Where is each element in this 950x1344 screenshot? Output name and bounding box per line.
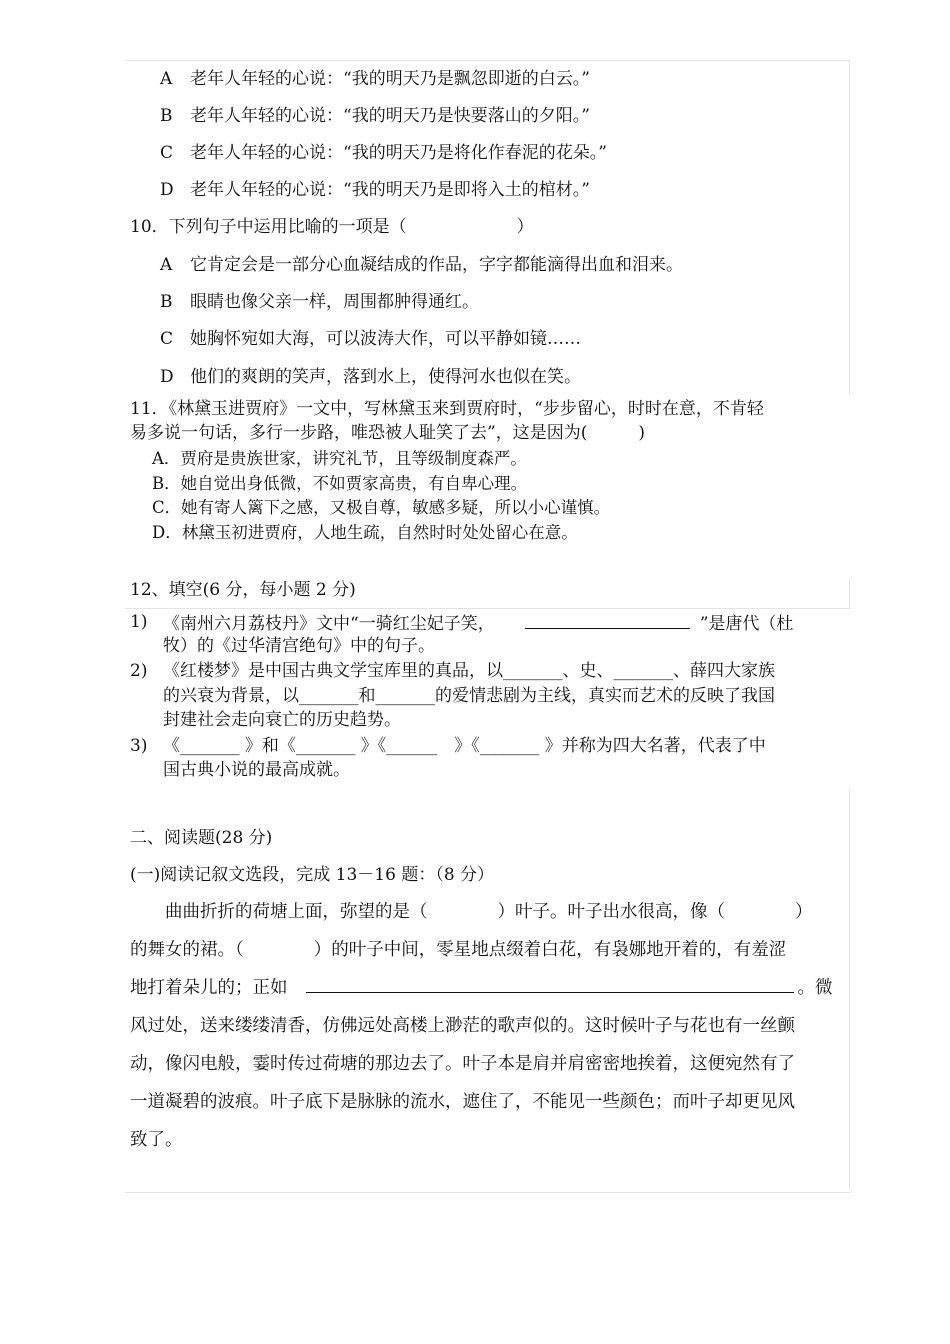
q12-item3-line2: 国古典小说的最高成就。	[163, 760, 350, 780]
passage-line-5: 动，像闪电般，霎时传过荷塘的那边去了。叶子本是肩并肩密密地挨着，这便宛然有了	[130, 1054, 795, 1074]
q11-option-c: C．她有寄人篱下之感，又极自尊，敏感多疑，所以小心谨慎。	[152, 498, 611, 517]
q11-option-a: A．贾府是贵族世家，讲究礼节，且等级制度森严。	[152, 449, 527, 468]
q9-option-a: A 老年人年轻的心说：“我的明天乃是飘忽即逝的白云。”	[160, 69, 590, 89]
passage-fill-blank[interactable]	[306, 974, 794, 993]
q11-option-d: D．林黛玉初进贾府，人地生疏，自然时时处处留心在意。	[152, 523, 578, 542]
q12-item3-line1: 《_______ 》和《_______ 》《______ 》《_______ 》并称为四大名著，代表了中	[163, 736, 766, 756]
q10-option-c: C 她胸怀宛如大海，可以波涛大作，可以平静如镜……	[160, 329, 581, 349]
passage-line-6: 一道凝碧的波痕。叶子底下是脉脉的流水，遮住了，不能见一些颜色；而叶子却更见风	[130, 1092, 795, 1112]
passage-line-7: 致了。	[130, 1130, 183, 1150]
passage-line-4: 风过处，送来缕缕清香，仿佛远处高楼上渺茫的歌声似的。这时候叶子与花也有一丝颤	[130, 1016, 795, 1036]
passage-line-1: 曲曲折折的荷塘上面，弥望的是（ ）叶子。叶子出水很高，像（ ）	[130, 902, 813, 922]
q9-option-c: C 老年人年轻的心说：“我的明天乃是将化作春泥的花朵。”	[160, 143, 607, 163]
q12-item2-line1: 《红楼梦》是中国古典文学宝库里的真品，以_______、史、_______、薛四大家族	[163, 661, 775, 681]
q11-option-b: B．她自觉出身低微，不如贾家高贵，有自卑心理。	[152, 474, 528, 493]
section2-subtitle: (一)阅读记叙文选段，完成 13－16 题：（8 分）	[130, 865, 495, 885]
q12-item1-blank[interactable]	[525, 610, 690, 629]
frame-divider	[125, 608, 850, 609]
q12-item2-line3: 封建社会走向衰亡的历史趋势。	[163, 710, 401, 730]
frame-top-line	[125, 60, 850, 61]
frame-right-line-3	[849, 790, 850, 1190]
frame-bottom-line	[125, 1192, 850, 1193]
section2-title: 二、阅读题(28 分)	[130, 828, 273, 848]
q12-item1-number: 1)	[130, 612, 148, 632]
q9-option-d: D 老年人年轻的心说：“我的明天乃是即将入土的棺材。”	[160, 180, 590, 200]
q11-stem-line1: 11．《林黛玉进贾府》一文中，写林黛玉来到贾府时，“步步留心，时时在意，不肯轻	[130, 399, 764, 419]
frame-right-line	[849, 60, 850, 395]
q10-option-d: D 他们的爽朗的笑声，落到水上，使得河水也似在笑。	[160, 367, 581, 387]
q9-option-b: B 老年人年轻的心说：“我的明天乃是快要落山的夕阳。”	[160, 106, 590, 126]
q10-stem: 10．下列句子中运用比喻的一项是（ ）	[130, 217, 534, 237]
q10-option-b: B 眼睛也像父亲一样，周围都肿得通红。	[160, 292, 479, 312]
q12-item1-line1: 《南州六月荔枝丹》文中“一骑红尘妃子笑， ”是唐代（杜	[163, 610, 793, 636]
q12-item2-line2: 的兴衰为背景，以_______和_______的爱情悲剧为主线，真实而艺术的反映了我国	[163, 686, 775, 706]
q12-item3-number: 3)	[130, 736, 148, 756]
passage-line-2: 的舞女的裙。（ ）的叶子中间，零星地点缀着白花，有袅娜地开着的，有羞涩	[130, 940, 787, 960]
q10-option-a: A 它肯定会是一部分心血凝结成的作品，字字都能滴得出血和泪来。	[160, 255, 683, 275]
frame-right-line-2	[849, 578, 850, 608]
q12-item1-line2: 牧）的《过华清宫绝句》中的句子。	[163, 636, 435, 656]
q11-stem-line2: 易多说一句话，多行一步路，唯恐被人耻笑了去”，这是因为( )	[130, 423, 645, 443]
passage-line-3: 地打着朵儿的；正如 。微	[130, 969, 848, 1007]
q12-title: 12、填空(6 分，每小题 2 分)	[130, 580, 356, 600]
q12-item2-number: 2)	[130, 661, 148, 681]
